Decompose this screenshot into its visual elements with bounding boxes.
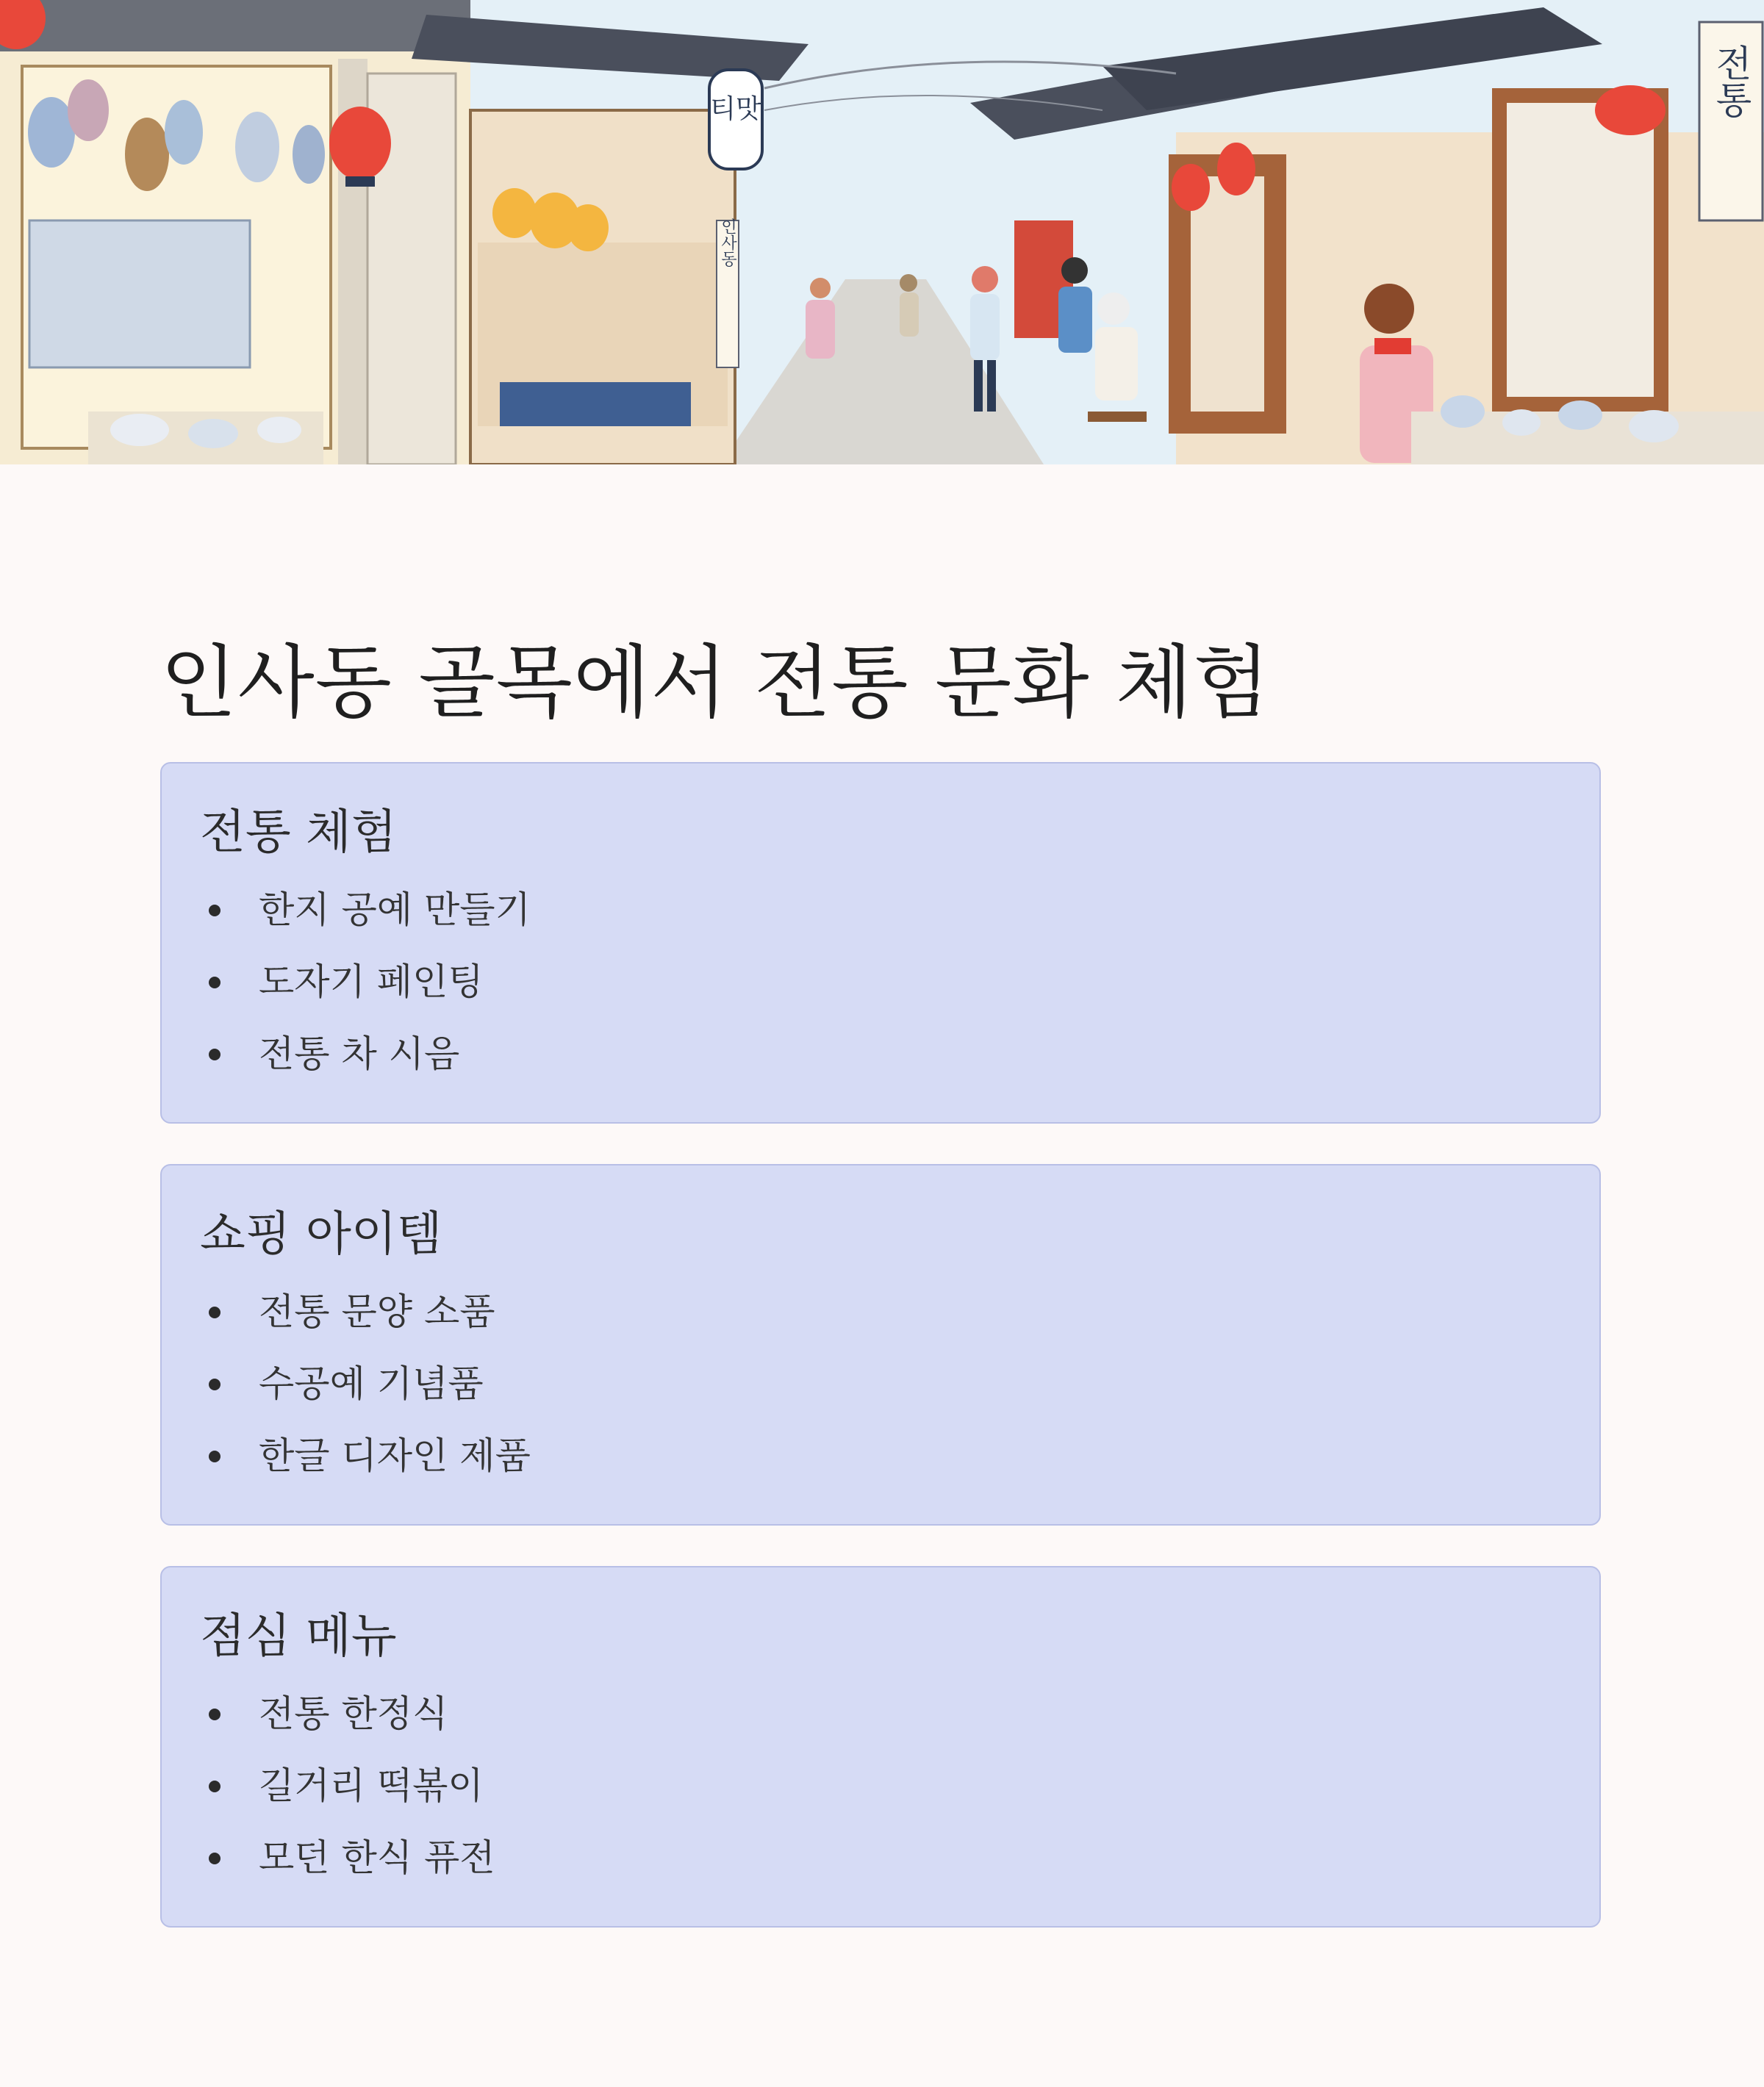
bullet-icon [209,1307,220,1318]
list-item [200,1362,531,1434]
list-item [200,960,531,1032]
section-shopping-items [160,1164,1601,1526]
bullet-icon [209,1379,220,1390]
item-list [200,888,531,1104]
section-heading: 쇼핑 아이템 [200,1207,442,1262]
list-item [200,1290,531,1362]
page-title: 인사동 골목에서 전통 문화 체험 [160,637,1271,729]
list-item-text: 전통 차 시음 [259,1032,460,1075]
hero-illustration [0,0,1764,464]
list-item-text: 수공예 기념품 [259,1362,484,1405]
list-item [200,1836,495,1908]
sign-left-text: 티맛 [710,94,761,124]
bullet-icon [209,905,220,916]
bullet-icon [209,1709,220,1720]
insadong-street-illustration [0,0,1764,464]
list-item [200,1032,531,1104]
list-item-text: 도자기 페인팅 [259,960,484,1003]
item-list [200,1692,495,1908]
sign-vertical-text: 인사동 [718,218,737,267]
list-item-text: 전통 한정식 [259,1692,448,1735]
bullet-icon [209,977,220,988]
list-item-text: 한글 디자인 제품 [259,1434,531,1477]
item-list [200,1290,531,1506]
section-heading: 전통 체험 [200,805,397,860]
bullet-icon [209,1049,220,1060]
list-item-text: 전통 문양 소품 [259,1290,495,1333]
section-lunch-menu [160,1566,1601,1928]
bullet-icon [209,1451,220,1462]
list-item [200,1434,531,1506]
section-heading: 점심 메뉴 [200,1609,397,1664]
list-item-text: 모던 한식 퓨전 [259,1836,495,1879]
list-item [200,1692,495,1764]
sign-right-text: 전통 [1710,44,1752,118]
bullet-icon [209,1781,220,1792]
list-item-text: 한지 공예 만들기 [259,888,531,931]
section-traditional-experience [160,762,1601,1124]
list-item [200,1764,495,1836]
list-item [200,888,531,960]
list-item-text: 길거리 떡볶이 [259,1764,484,1807]
bullet-icon [209,1853,220,1864]
